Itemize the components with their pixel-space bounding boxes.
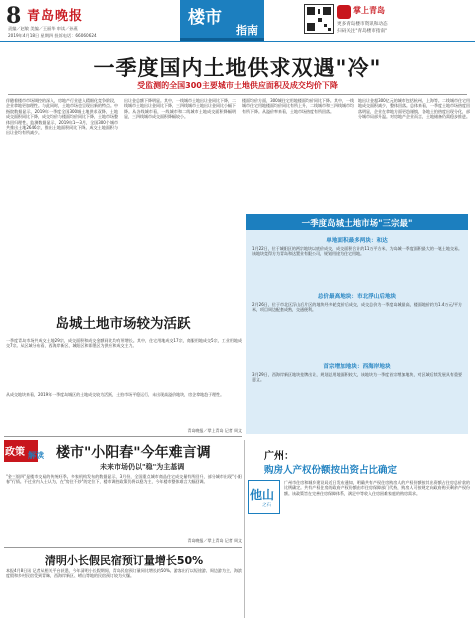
main-story-column-3: 楼面均价方面，300城住宅用地楼面均价同比下降。其中，一线城市住宅用地楼面均价同比有所上升，二线城市和三四线城市均有所下降。从溢价率来看，土地市场热度有所回落。 bbox=[242, 98, 354, 114]
page-number: 8 bbox=[6, 3, 22, 29]
main-subheadline: 受监测的全国300主要城市土地供应面积及成交均价下降 bbox=[137, 81, 338, 90]
section-divider bbox=[4, 547, 242, 548]
policy-story-byline: 青岛晚报／掌上青岛 记者 周文 bbox=[187, 538, 242, 543]
side-story-subheadline: 购房人产权份额按出资占比确定 bbox=[264, 465, 398, 476]
policy-badge-label: 政策 bbox=[5, 447, 25, 458]
qingming-story-body: 本报4月8日讯 记者从相关平台获悉，今年清明小长假期间，青岛民宿预订量同比增长约50%。游客出行以短途游、周边游为主，海滨度假和乡村民宿受到青睐，西海岸新区、崂山等地的民宿预订较为火爆。 bbox=[6, 568, 242, 579]
policy-story-body: "金三银四"是楼市交易的传统旺季。多家机构发布的数据显示，3月份，全国重点城市商品住宅成交量有所回升，部分城市出现"小阳春"行情。不过业内人士认为，在"房住不炒"的定位下，楼市调控政策仍将以稳为主，今年楼市整体难言大幅回调。 bbox=[6, 474, 242, 485]
island-story-headline: 岛城土地市场较为活跃 bbox=[55, 316, 191, 332]
section-title: 楼市 bbox=[188, 8, 222, 28]
section-subtitle: 指南 bbox=[236, 24, 258, 37]
app-name: 掌上青岛 bbox=[353, 6, 385, 15]
editor-credits: 责编／赵敏 美编／王丽华 审读／孙燕 bbox=[8, 26, 78, 31]
island-story-byline: 青岛晚报／掌上青岛 记者 周文 bbox=[187, 428, 242, 433]
policy-story-headline: 楼市"小阳春"今年难言调 bbox=[56, 445, 211, 461]
island-story-body-2: 从成交地块来看，2019年一季度岛城区的土地成交较为活跃，土拍市场平稳运行，未出现高溢价地块，房企拿地趋于理性。 bbox=[6, 392, 225, 397]
newspaper-name: 青岛晚报 bbox=[27, 9, 84, 24]
policy-story-subheadline: 未来市场仍以"稳"为主基调 bbox=[100, 463, 185, 471]
side-story-tag-label: 他山 bbox=[250, 488, 275, 502]
land-item-1-heading: 单地面积最多两块：和达 bbox=[326, 238, 388, 244]
main-headline: 一季度国内土地供求双遇"冷" bbox=[93, 56, 382, 80]
side-story-body: 广州市住房和城乡建设局近日发布通知，明确共有产权住房购房人的产权份额按其出资额占住房总价款的比例确定。共有产权住房的政府产权份额由市住房保障部门代持，购房人可按规定向政府购买剩余产权份额。该政策旨在完善住房保障体系，满足中等收入住房困难家庭的购房需求。 bbox=[284, 480, 470, 496]
side-story-headline: 广州： bbox=[264, 451, 294, 462]
land-item-3-heading: 首宗增加地块：西海岸地块 bbox=[323, 364, 391, 370]
header-divider bbox=[0, 41, 475, 42]
main-story-column-4: 地出让金超300亿元的城市包括杭州、上海等。二线城市住宅用地成交面积减少，整体回落。总体来看，一季度土地市场热度回落明显，企业在拿地方面更趋谨慎，各地土拍热度出现分化，部分城市局部升温。对房地产企业而言，土地储备仍需稳步推进。 bbox=[358, 98, 470, 120]
section-divider bbox=[4, 436, 242, 437]
island-story-body-1: 一季度青岛市场共成交土地29宗，成交面积和成交金额同比均有所增长。其中，住宅用地成交17宗，商服用地成交5宗，工业用地成交7宗。从区域分布看，西海岸新区、城阳区和即墨区为供应和成交主力。 bbox=[6, 338, 242, 349]
qingming-story-headline: 清明小长假民宿预订量增长50% bbox=[44, 554, 204, 567]
qr-code-icon bbox=[304, 4, 334, 34]
issue-date: 2019年4月18日 星期四 投诉电话：66060624 bbox=[8, 33, 97, 38]
main-story-column-2: 出让金总额下降明显。其中，一线城市土地出让金同比下降，二线城市土地出让金同比下降，三四线城市土地出让金同比小幅下降。从各线城市看，一线城市和二线城市土地成交面积降幅明显，三四线城市成交面积降幅较小。 bbox=[124, 98, 236, 120]
land-item-1-body: 1月22日，位于城阳区的两宗地块以底价成交，成交面积合计约11万平方米，为岛城一季度面积最大的一笔土地交易。该地块竞得方为青岛和达置业有限公司，规划用途为住宅用地。 bbox=[252, 246, 462, 257]
land-records-title: 一季度岛城土地市场"三宗最" bbox=[301, 219, 413, 229]
side-story-tag-sublabel: 之石 bbox=[262, 503, 271, 508]
headline-divider bbox=[8, 94, 467, 95]
app-promo-line-2: 扫码关注"青岛楼市指南" bbox=[337, 29, 388, 34]
policy-badge-sublabel: 解读 bbox=[28, 451, 44, 460]
column-divider bbox=[244, 440, 245, 618]
app-logo-icon bbox=[337, 5, 351, 19]
land-item-2-body: 2月26日，位于市北区浮山后片区的地块经多轮竞价后成交，成交总价为一季度岛城最高，楼面地价约为1.4万元/平方米，项目周边配套成熟，交通便利。 bbox=[252, 302, 462, 313]
land-item-2-heading: 总价最高地块：市北浮山后地块 bbox=[317, 294, 397, 300]
app-promo-line-1: 更多青岛楼市资讯和动态 bbox=[337, 22, 388, 27]
main-story-column-1: 伴随着楼市市场调控的深入，房地产行业进入精细化竞争阶段，企业拿地更加理性。与此同时，土地市场也呈现出新的特点。中指院数据显示，2019年一季度全国300城土地供求双降，土地成交面积同比下降，成交均价与楼面均价同比下降，土地市场整体回归理性。监测数据显示，2019年1—3月，全国300个城市共推出土地2646宗，推出土地面积同比下降。成交土地面积与出让金均有所减少。 bbox=[6, 98, 118, 136]
land-item-3-body: 3月29日，西海岸新区地块挂牌出让，规划总用地面积较大，该地块为一季度首宗增加地块，对区域后续发展具有重要意义。 bbox=[252, 372, 462, 383]
